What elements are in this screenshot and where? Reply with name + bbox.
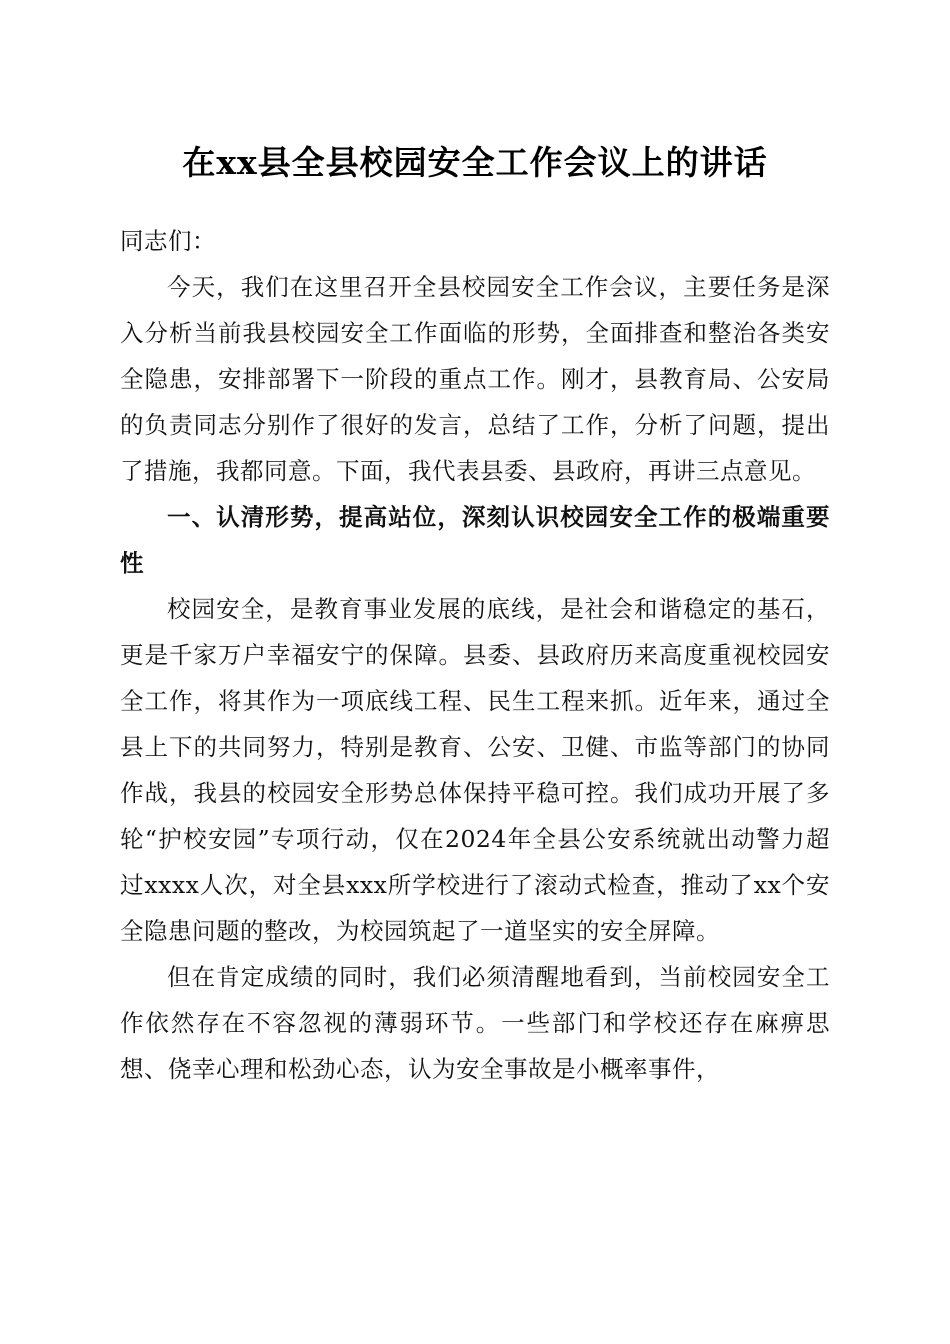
section-heading-1: 一、认清形势，提高站位，深刻认识校园安全工作的极端重要性: [120, 503, 830, 577]
section-1-paragraph-1: 校园安全，是教育事业发展的底线，是社会和谐稳定的基石，更是千家万户幸福安宁的保障。县委、县政府历来高度重视校园安全工作，将其作为一项底线工程、民生工程来抓。近年来，通过全县上下的共同努力，特别是教育、公安、卫健、市监等部门的协同作战，我县的校园安全形势总体保持平稳可控。我们成功开展了多轮“护校安园”专项行动，仅在2024年全县公安系统就出动警力超过xxxx人次，对全县xxx所学校进行了滚动式检查，推动了xx个安全隐患问题的整改，为校园筑起了一道坚实的安全屏障。: [120, 595, 830, 945]
salutation: 同志们：: [120, 227, 216, 255]
intro-paragraph: 今天，我们在这里召开全县校园安全工作会议，主要任务是深入分析当前我县校园安全工作面临的形势，全面排查和整治各类安全隐患，安排部署下一阶段的重点工作。刚才，县教育局、公安局的负责同志分别作了很好的发言，总结了工作，分析了问题，提出了措施，我都同意。下面，我代表县委、县政府，再讲三点意见。: [120, 273, 830, 485]
section-1-paragraph-2: 但在肯定成绩的同时，我们必须清醒地看到，当前校园安全工作依然存在不容忽视的薄弱环节。一些部门和学校还存在麻痹思想、侥幸心理和松劲心态，认为安全事故是小概率事件，: [120, 963, 830, 1083]
document-page: [120, 0, 830, 1092]
document-title: 在xx县全县校园安全工作会议上的讲话: [182, 143, 768, 182]
